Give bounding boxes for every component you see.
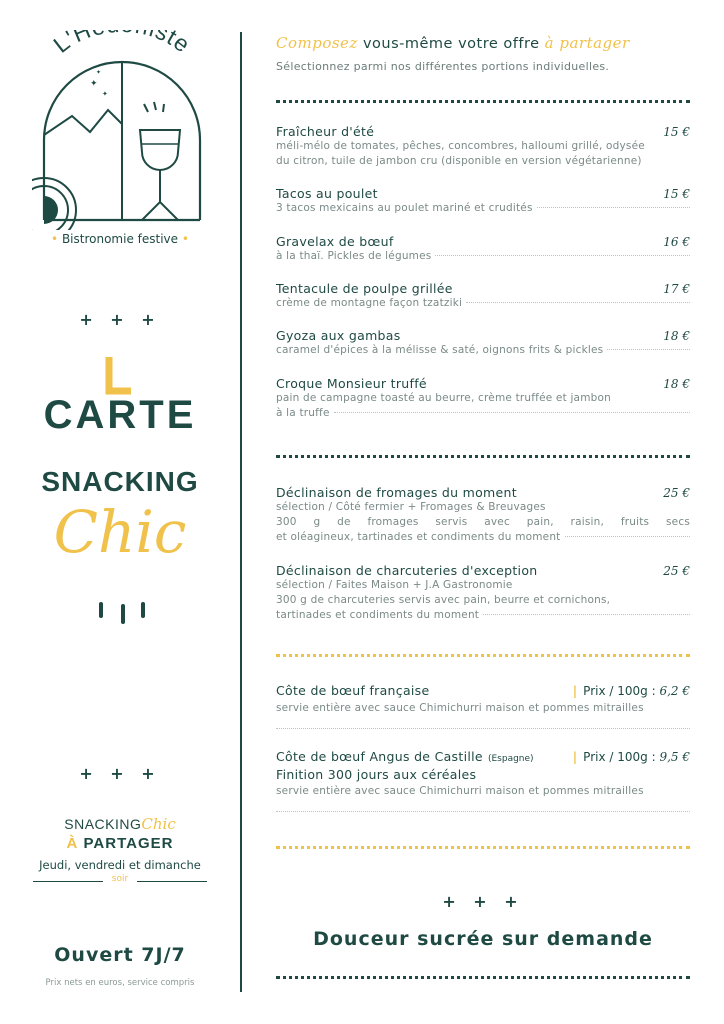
tagline-bullet-right: • bbox=[181, 232, 189, 246]
item-desc: à la thaï. Pickles de légumes bbox=[276, 250, 432, 262]
svg-text:L'Hédoniste bbox=[48, 30, 195, 58]
small-a: À bbox=[66, 835, 79, 852]
price-label: Prix / 100g : bbox=[583, 750, 656, 764]
snacking-title: SNACKING bbox=[41, 466, 199, 497]
menu-item bbox=[276, 328, 690, 358]
item-desc: caramel d'épices à la mélisse & saté, oignons frits & pickles bbox=[276, 344, 604, 356]
meat-leader bbox=[276, 728, 690, 729]
item-name: Tacos au poulet bbox=[276, 186, 378, 201]
board-desc: 300 g de fromages servis avec pain, raisin, fruits secs bbox=[276, 516, 690, 528]
meat-name: Côte de bœuf française bbox=[276, 683, 430, 698]
item-desc: méli-mélo de tomates, pêches, concombres, halloumi grillé, odysée bbox=[276, 140, 645, 152]
price-value: 9,5 € bbox=[659, 750, 690, 764]
dessert-note: Douceur sucrée sur demande bbox=[313, 928, 653, 950]
meat-desc: servie entière avec sauce Chimichurri maison et pommes mitrailles bbox=[276, 702, 644, 714]
meat-name: Côte de bœuf Angus de Castille bbox=[276, 749, 483, 764]
header-composez: Composez bbox=[276, 34, 358, 52]
header-a-partager: à partager bbox=[544, 34, 630, 52]
board-item bbox=[276, 485, 690, 545]
soir-row bbox=[33, 874, 207, 888]
tick-marks-icon bbox=[95, 600, 155, 624]
item-desc: crème de montagne façon tzatziki bbox=[276, 297, 463, 309]
item-price: 18 € bbox=[663, 329, 690, 343]
opening-hours: Ouvert 7J/7 bbox=[54, 944, 186, 966]
board-desc: tartinades et condiments du moment bbox=[276, 609, 480, 621]
item-name: Croque Monsieur truffé bbox=[276, 376, 427, 391]
chic-title: Chic bbox=[53, 498, 187, 566]
menu-item bbox=[276, 124, 690, 169]
price-bar: | bbox=[572, 684, 578, 698]
menu-item bbox=[276, 234, 690, 264]
separator-5 bbox=[276, 976, 690, 979]
board-price: 25 € bbox=[663, 564, 690, 578]
soir-label: soir bbox=[111, 874, 129, 884]
item-name: Gravelax de bœuf bbox=[276, 234, 394, 249]
item-desc: pain de campagne toasté au beurre, crème truffée et jambon bbox=[276, 392, 611, 404]
menu-item bbox=[276, 186, 690, 216]
board-desc: sélection / Côté fermier + Fromages & Breuvages bbox=[276, 501, 546, 513]
board-item bbox=[276, 563, 690, 623]
tagline-text: Bistronomie festive bbox=[61, 232, 179, 246]
separator-2 bbox=[276, 455, 690, 458]
meat-leader bbox=[276, 811, 690, 812]
small-snacking: SNACKING bbox=[64, 816, 142, 832]
small-chic: Chic bbox=[141, 815, 176, 833]
snacking-small-logo bbox=[0, 814, 240, 852]
price-note: Prix nets en euros, service compris bbox=[45, 978, 195, 988]
item-price: 16 € bbox=[663, 235, 690, 249]
board-desc: 300 g de charcuteries servis avec pain, beurre et cornichons, bbox=[276, 594, 611, 606]
item-desc: du citron, tuile de jambon cru (disponible en version végétarienne) bbox=[276, 155, 642, 167]
item-price: 17 € bbox=[663, 282, 690, 296]
menu-item bbox=[276, 376, 690, 421]
svg-text:✦: ✦ bbox=[96, 69, 102, 76]
board-desc: et oléagineux, tartinades et condiments du moment bbox=[276, 531, 561, 543]
plus-divider-bottom: + + + bbox=[79, 764, 161, 783]
item-price: 15 € bbox=[663, 187, 690, 201]
item-name: Tentacule de poulpe grillée bbox=[276, 281, 453, 296]
item-name: Gyoza aux gambas bbox=[276, 328, 401, 343]
meat-origin: (Espagne) bbox=[487, 754, 534, 764]
separator-3 bbox=[276, 654, 690, 657]
tagline-bullet-left: • bbox=[51, 232, 59, 246]
board-name: Déclinaison de charcuteries d'exception bbox=[276, 563, 538, 578]
svg-text:✦: ✦ bbox=[90, 79, 98, 89]
item-price: 18 € bbox=[663, 377, 690, 391]
header-middle: vous-même votre offre bbox=[362, 36, 540, 52]
meat-subname: Finition 300 jours aux céréales bbox=[276, 767, 477, 782]
service-days: Jeudi, vendredi et dimanche bbox=[39, 858, 201, 872]
separator-4 bbox=[276, 846, 690, 849]
item-name: Fraîcheur d'été bbox=[276, 124, 375, 139]
title-carte: CARTE bbox=[43, 393, 197, 437]
meat-item bbox=[276, 683, 690, 729]
meat-price bbox=[573, 750, 690, 764]
item-desc: 3 tacos mexicains au poulet mariné et crudités bbox=[276, 202, 533, 214]
section-header bbox=[276, 34, 690, 52]
menu-item bbox=[276, 281, 690, 311]
board-price: 25 € bbox=[663, 486, 690, 500]
small-partager: PARTAGER bbox=[83, 835, 174, 852]
section-subtitle: Sélectionnez parmi nos différentes portions individuelles. bbox=[276, 60, 610, 73]
board-desc: sélection / Faites Maison + J.A Gastronomie bbox=[276, 579, 513, 591]
soir-line-right bbox=[137, 881, 207, 882]
left-panel bbox=[0, 0, 240, 1024]
item-desc: à la truffe bbox=[276, 407, 330, 419]
tagline bbox=[0, 232, 240, 246]
plus-divider-top: + + + bbox=[79, 310, 161, 329]
price-bar: | bbox=[572, 750, 578, 764]
svg-text:✦: ✦ bbox=[102, 90, 108, 98]
la-mark-icon bbox=[75, 353, 165, 397]
item-price: 15 € bbox=[663, 125, 690, 139]
board-name: Déclinaison de fromages du moment bbox=[276, 485, 517, 500]
meat-price bbox=[573, 684, 690, 698]
brand-logo bbox=[32, 30, 212, 230]
price-label: Prix / 100g : bbox=[583, 684, 656, 698]
column-divider bbox=[240, 32, 242, 992]
brand-name: L'H ste bbox=[48, 30, 196, 58]
arch-logo-icon bbox=[32, 30, 212, 230]
plus-divider-right: + + + bbox=[442, 892, 524, 911]
price-value: 6,2 € bbox=[659, 684, 690, 698]
separator-1 bbox=[276, 100, 690, 103]
meat-desc: servie entière avec sauce Chimichurri maison et pommes mitrailles bbox=[276, 785, 644, 797]
meat-item bbox=[276, 746, 690, 812]
